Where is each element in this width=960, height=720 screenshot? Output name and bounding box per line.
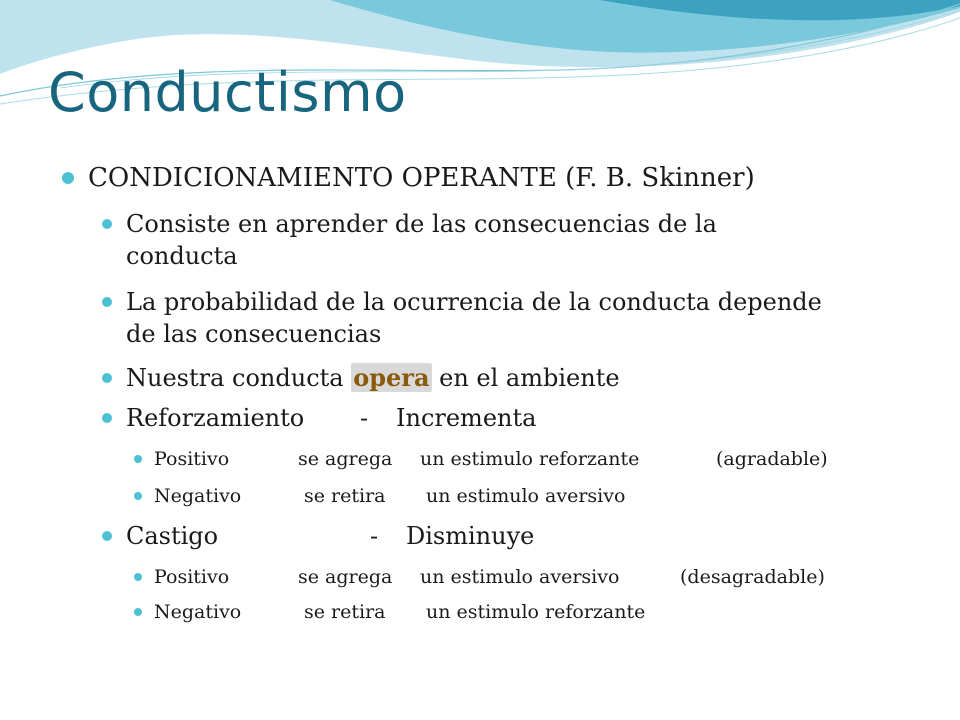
bullet-icon [102,297,112,307]
castigo-negativo [154,599,646,625]
point-consecuencias [126,209,717,239]
castigo-dash: - [370,522,379,550]
point-castigo [126,521,535,551]
bullet-icon [134,573,142,581]
sub-action: se retira [304,601,386,623]
heading-condicionamiento-operante [88,161,755,195]
slide-title: Conductismo [48,61,407,124]
reforzamiento-negativo [154,483,626,509]
point-text-before: Nuestra conducta [126,364,352,392]
sub-label: Positivo [154,448,230,470]
sub-object: un estimulo aversivo [420,566,620,588]
bullet-icon [134,492,142,500]
reforzamiento-positivo [154,446,828,472]
bullet-icon [62,172,74,184]
sub-action: se agrega [298,566,393,588]
bullet-icon [102,413,112,423]
bullet-icon [134,608,142,616]
highlighted-word: opera [353,363,430,392]
sub-note: (desagradable) [680,566,825,588]
castigo-label: Castigo [126,522,219,550]
reforzamiento-effect: Incrementa [396,404,537,432]
sub-label: Positivo [154,566,230,588]
point-text-after: en el ambiente [431,364,620,392]
reforzamiento-label: Reforzamiento [126,404,305,432]
point-text-line1: Consiste en aprender de las consecuencias de la [126,210,717,238]
point-probabilidad [126,287,822,317]
bullet-icon [102,531,112,541]
sub-label: Negativo [154,485,242,507]
sub-label: Negativo [154,601,242,623]
sub-note: (agradable) [716,448,828,470]
point-consecuencias-continued [126,241,238,271]
bullet-icon [134,455,142,463]
bullet-icon [102,373,112,383]
point-reforzamiento [126,403,537,433]
castigo-effect: Disminuye [406,522,535,550]
point-probabilidad-continued [126,319,381,349]
castigo-positivo [154,564,825,590]
point-text-line2: de las consecuencias [126,320,382,348]
heading-text: CONDICIONAMIENTO OPERANTE (F. B. Skinner) [88,163,755,193]
bullet-icon [102,219,112,229]
point-text-line2: conducta [126,242,238,270]
sub-object: un estimulo aversivo [426,485,626,507]
sub-object: un estimulo reforzante [426,601,646,623]
sub-action: se retira [304,485,386,507]
point-text-line1: La probabilidad de la ocurrencia de la conducta depende [126,288,822,316]
point-opera [126,363,620,393]
reforzamiento-dash: - [360,404,369,432]
sub-object: un estimulo reforzante [420,448,640,470]
sub-action: se agrega [298,448,393,470]
